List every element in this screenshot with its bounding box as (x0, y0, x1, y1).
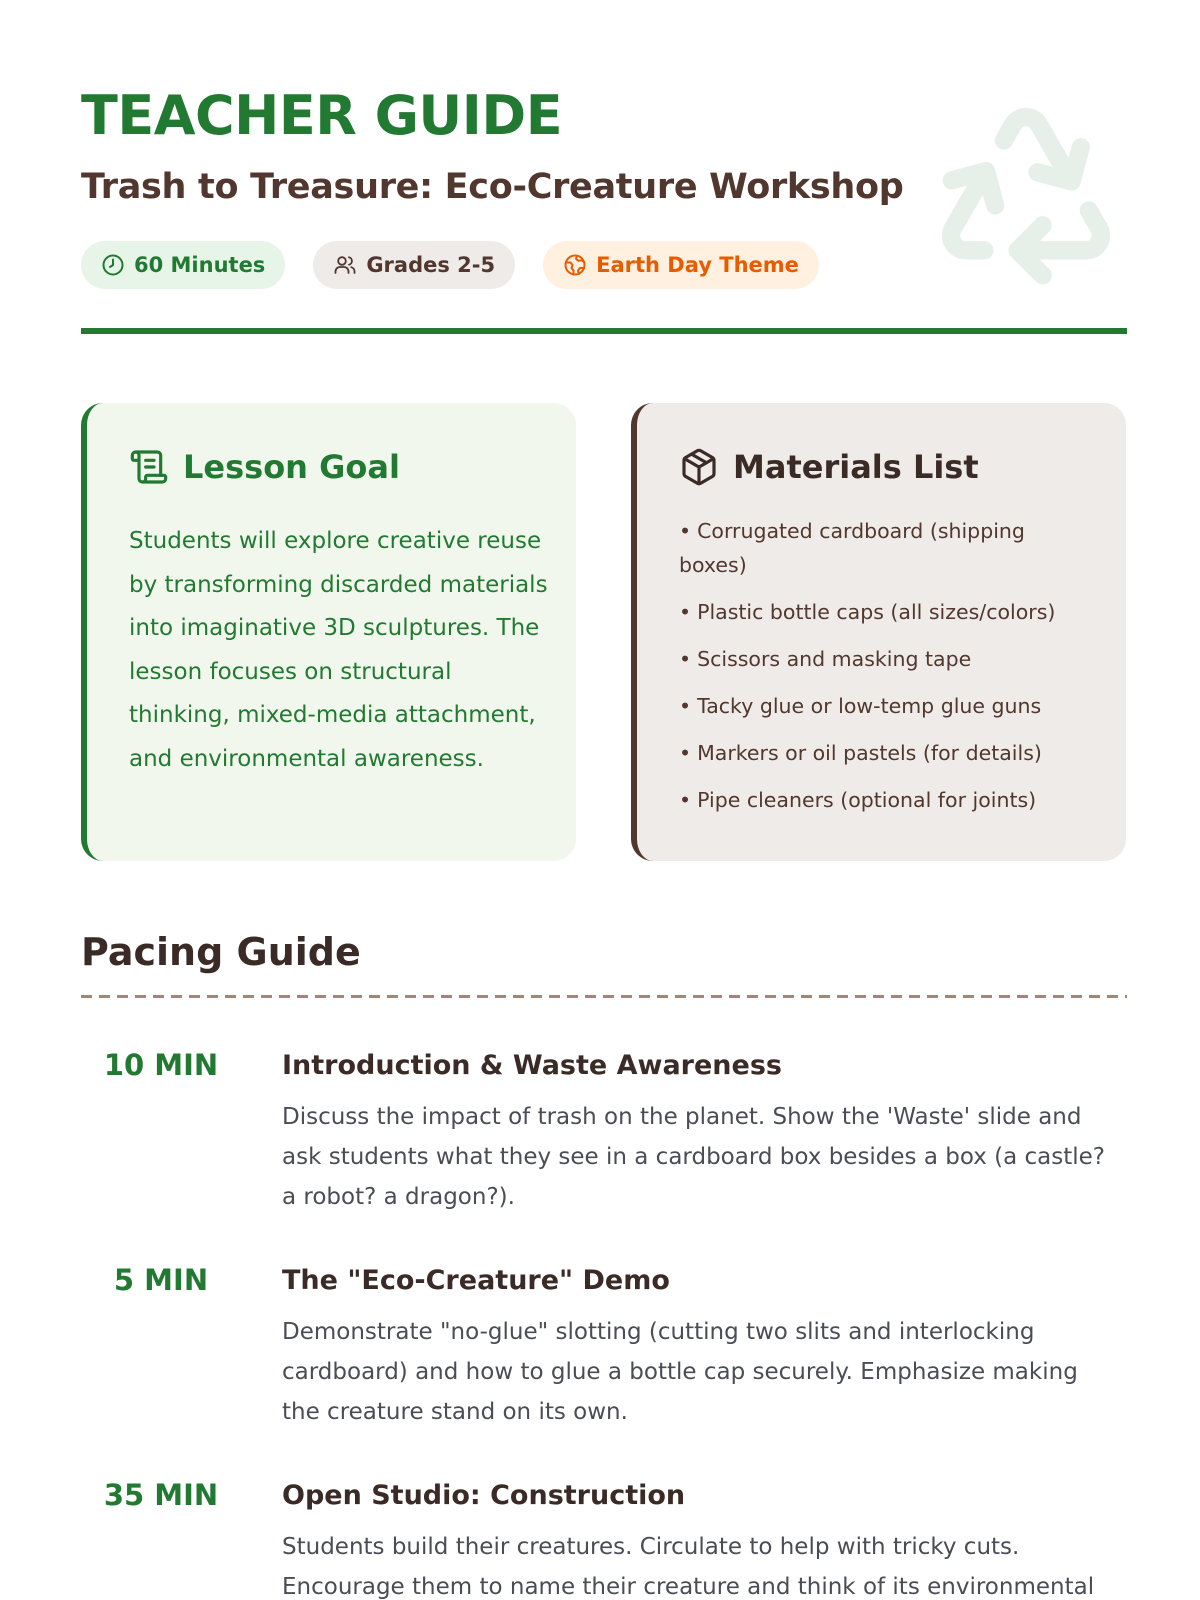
pacing-guide-title: Pacing Guide (81, 930, 361, 974)
lesson-subtitle: Trash to Treasure: Eco-Creature Workshop (81, 167, 904, 207)
globe-icon (563, 253, 587, 277)
step-description: Students build their creatures. Circulate to help with tricky cuts. Encourage them to name their creature and think of its environmental (282, 1534, 1095, 1600)
list-item: • Tacky glue or low-temp glue guns (679, 689, 1094, 723)
step-description: Discuss the impact of trash on the planet. Show the 'Waste' slide and ask students what they see in a cardboard box besides a box (a castle? a robot? a dragon?). (282, 1104, 1106, 1210)
list-item: • Scissors and masking tape (679, 642, 1094, 676)
lesson-goal-text: Students will explore creative reuse by transforming discarded materials into imaginative 3D sculptures. The lesson focuses on structural thinking, mixed-media attachment, and environmental awareness. (129, 528, 548, 772)
duration-pill (81, 241, 285, 289)
step-time: 5 MIN (113, 1263, 209, 1297)
list-item: • Markers or oil pastels (for details) (679, 736, 1094, 770)
header-divider (81, 328, 1127, 334)
materials-card (631, 403, 1126, 861)
recycle-icon (926, 92, 1126, 292)
step-title: The "Eco-Creature" Demo (282, 1265, 670, 1296)
grades-label: Grades 2-5 (366, 253, 496, 277)
lesson-goal-header (129, 447, 400, 487)
materials-list (679, 514, 1094, 830)
materials-title: Materials List (733, 448, 979, 486)
theme-pill (543, 241, 819, 289)
step-title: Introduction & Waste Awareness (282, 1050, 782, 1081)
teacher-guide-page (81, 0, 1127, 1600)
lesson-goal-title: Lesson Goal (183, 448, 400, 486)
step-time: 35 MIN (103, 1478, 219, 1512)
step-time: 10 MIN (103, 1048, 219, 1082)
step-description: Demonstrate "no-glue" slotting (cutting two slits and interlocking cardboard) and how to glue a bottle cap securely. Emphasize making the creature stand on its own. (282, 1319, 1078, 1425)
box-icon (679, 447, 719, 487)
list-item: • Corrugated cardboard (shipping boxes) (679, 514, 1094, 582)
users-icon (333, 253, 357, 277)
list-item: • Pipe cleaners (optional for joints) (679, 783, 1094, 817)
pacing-divider (81, 995, 1127, 998)
clock-icon (101, 253, 125, 277)
grades-pill (313, 241, 515, 289)
theme-label: Earth Day Theme (596, 253, 799, 277)
page-title: TEACHER GUIDE (81, 84, 563, 147)
duration-label: 60 Minutes (134, 253, 266, 277)
scroll-icon (129, 447, 169, 487)
step-title: Open Studio: Construction (282, 1480, 686, 1511)
lesson-meta-pills (81, 241, 819, 289)
materials-header (679, 447, 979, 487)
lesson-goal-card (81, 403, 576, 861)
list-item: • Plastic bottle caps (all sizes/colors) (679, 595, 1094, 629)
